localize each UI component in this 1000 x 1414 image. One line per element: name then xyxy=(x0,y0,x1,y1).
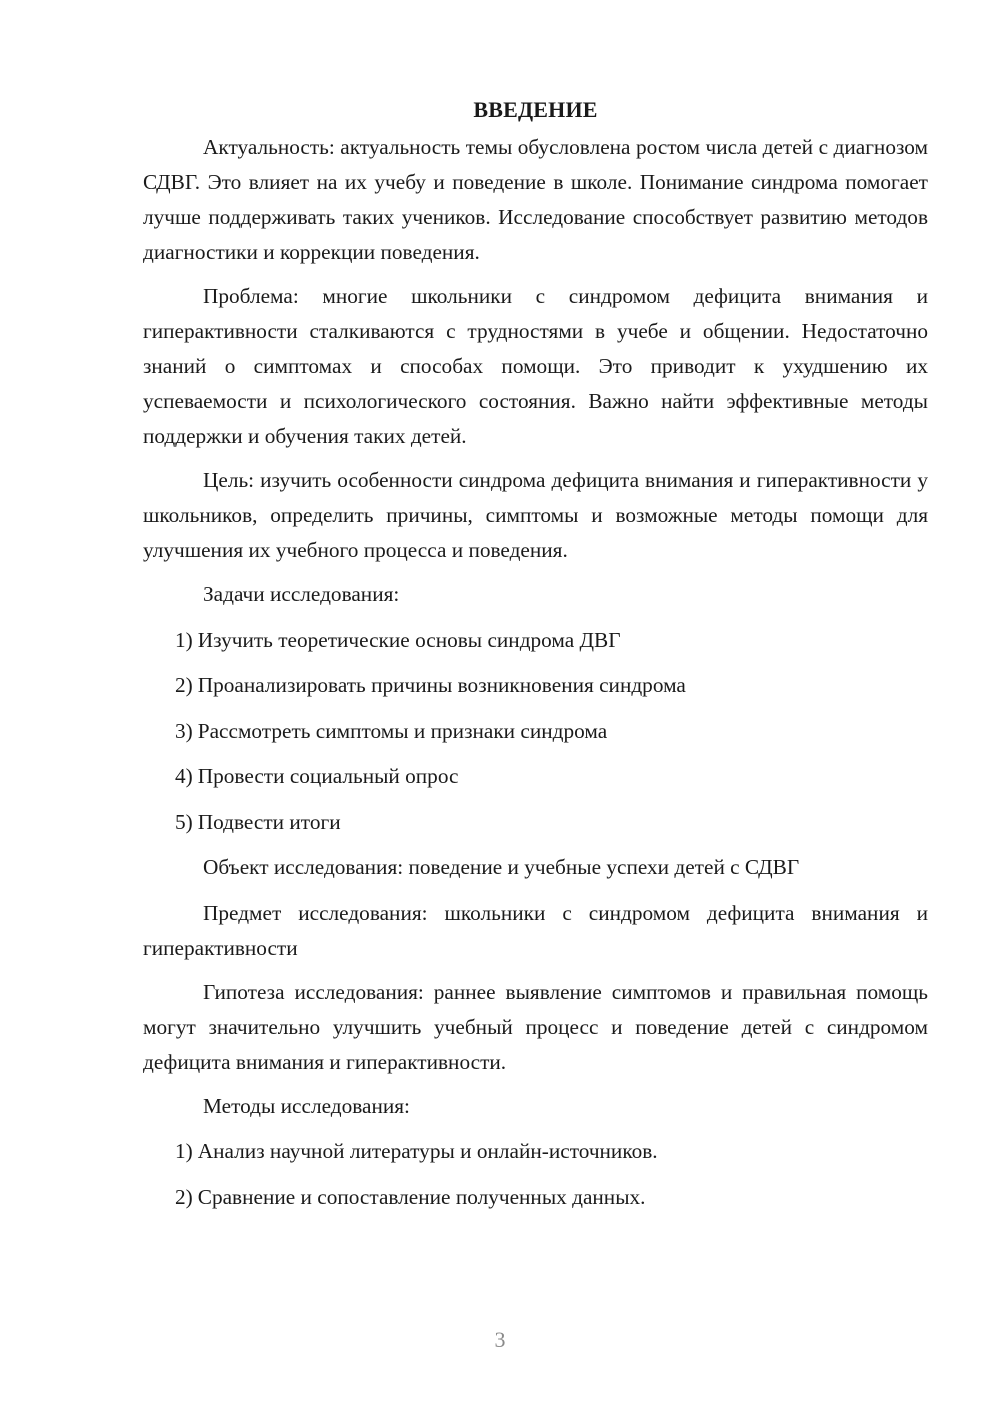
research-object: Объект исследования: поведение и учебные успехи детей с СДВГ xyxy=(203,855,800,879)
methods-title: Методы исследования: xyxy=(203,1093,410,1118)
method-item xyxy=(143,1180,928,1215)
goal-paragraph: Цель: изучить особенности синдрома дефицита внимания и гиперактивности у школьников, определить причины, симптомы и возможные методы помощи для улучшения их учебного процесса и поведения. xyxy=(143,468,928,562)
page-number: 3 xyxy=(494,1327,506,1352)
method-item-number: 1) xyxy=(175,1139,193,1163)
task-item-text: Изучить теоретические основы синдрома ДВГ xyxy=(197,627,621,652)
document-page xyxy=(143,92,928,1225)
task-item-text: Подвести итоги xyxy=(197,809,341,834)
task-item-number: 1) xyxy=(175,627,193,652)
method-item-text: Анализ научной литературы и онлайн-источников. xyxy=(197,1139,658,1163)
task-item-number: 3) xyxy=(175,718,193,743)
task-item xyxy=(143,623,928,658)
task-item-text: Проанализировать причины возникновения синдрома xyxy=(197,673,686,697)
problem-paragraph: Проблема: многие школьники с синдромом дефицита внимания и гиперактивности сталкиваются с трудностями в учебе и общении. Недостаточно знаний о симптомах и способах помощи. Это приводит к ухудшению их успеваемости и психологического состояния. Важно найти эффективные методы поддержки и обучения таких детей. xyxy=(143,284,928,448)
task-item-text: Рассмотреть симптомы и признаки синдрома xyxy=(197,718,608,743)
task-item-number: 5) xyxy=(175,809,193,834)
task-item xyxy=(143,759,928,794)
method-item-number: 2) xyxy=(175,1184,193,1209)
task-item xyxy=(143,668,928,703)
task-item xyxy=(143,714,928,749)
tasks-title: Задачи исследования: xyxy=(203,582,400,606)
task-item-text: Провести социальный опрос xyxy=(197,764,459,788)
relevance-paragraph: Актуальность: актуальность темы обусловлена ростом числа детей с диагнозом СДВГ. Это влияет на их учебу и поведение в школе. Понимание синдрома помогает лучше поддерживать таких учеников. Исследование способствует развитию методов диагностики и коррекции поведения. xyxy=(143,135,928,264)
task-item xyxy=(143,805,928,840)
task-item-number: 2) xyxy=(175,673,193,697)
research-hypothesis: Гипотеза исследования: раннее выявление симптомов и правильная помощь могут значительно улучшить учебный процесс и поведение детей с синдромом дефицита внимания и гиперактивности. xyxy=(143,979,928,1074)
research-subject: Предмет исследования: школьники с синдромом дефицита внимания и гиперактивности xyxy=(143,900,928,960)
task-item-number: 4) xyxy=(175,764,193,788)
method-item-text: Сравнение и сопоставление полученных данных. xyxy=(197,1184,646,1209)
section-heading: ВВЕДЕНИЕ xyxy=(473,97,598,122)
method-item xyxy=(143,1134,928,1169)
